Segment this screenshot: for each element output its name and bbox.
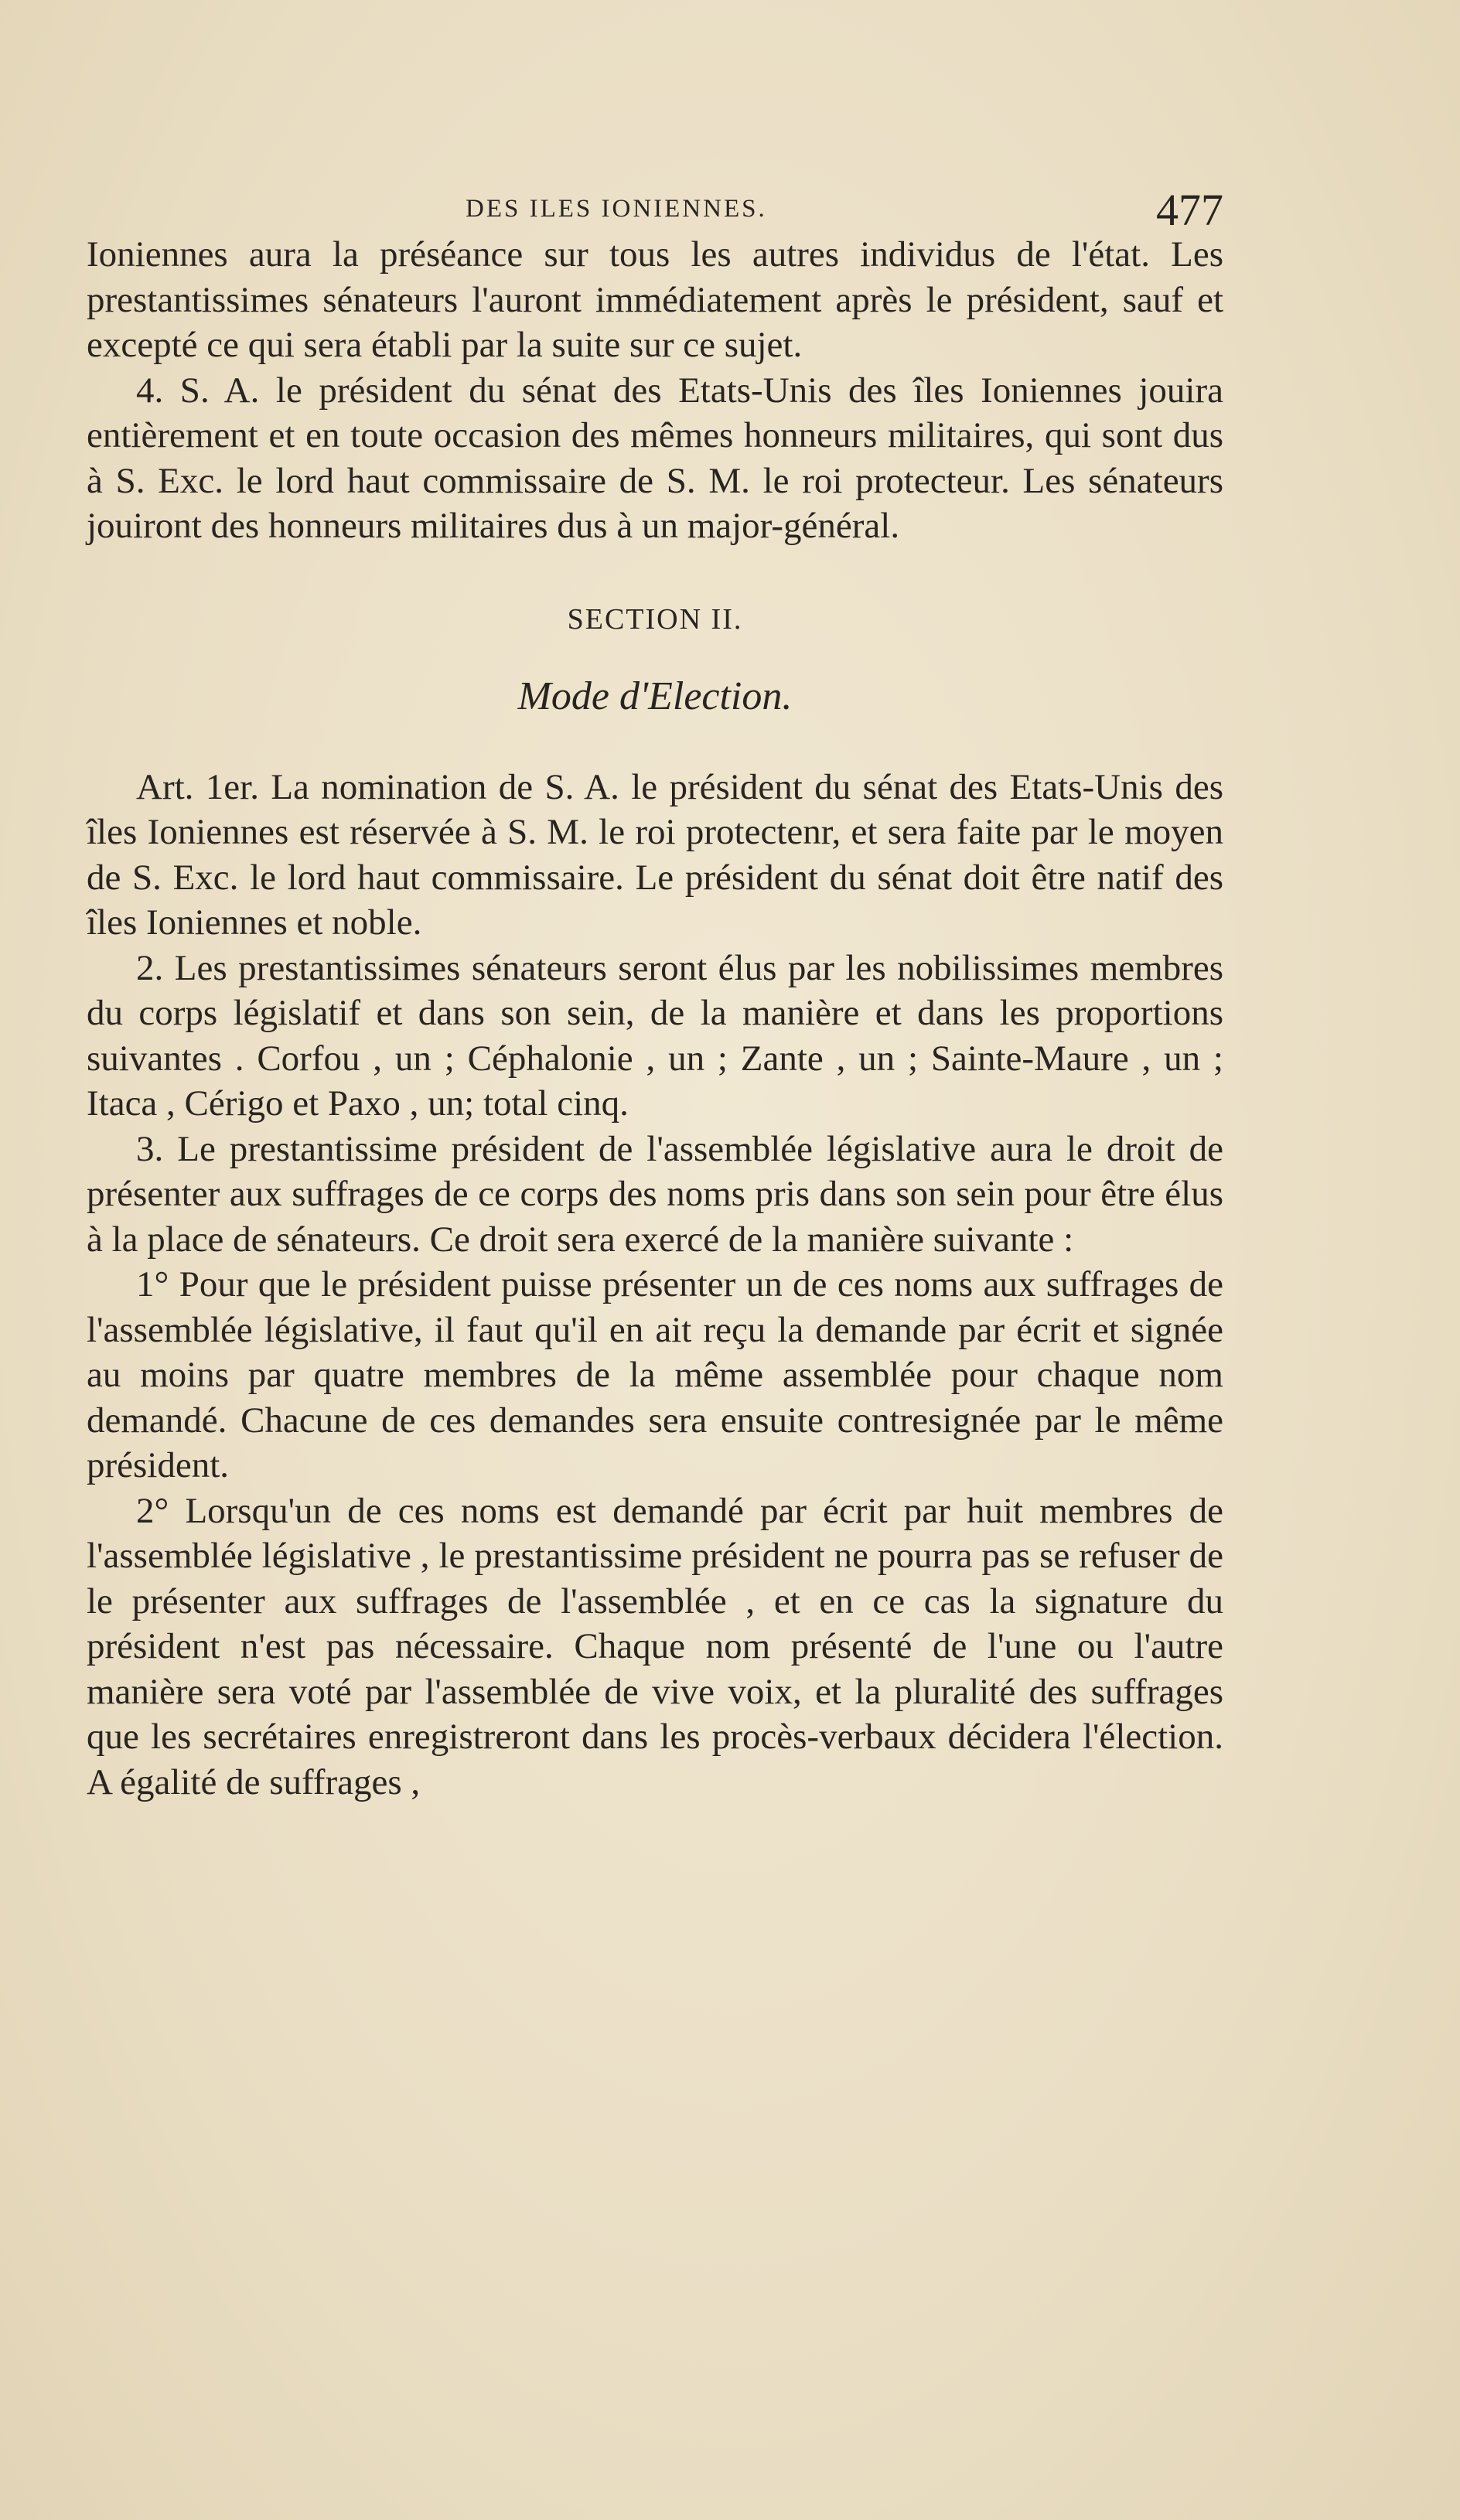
paragraph-clause-1: 1° Pour que le président puisse présenter un de ces noms aux suffrages de l'assemblée législative, il faut qu'il en ait reçu la demande par écrit et signée au moins par quatre membres de la même assemblée pour chaque nom demandé. Chacune de ces demandes sera ensuite contresignée par le même président. [87, 1264, 1223, 1485]
page-number: 477 [1156, 185, 1223, 235]
running-head: DES ILES IONIENNES. [466, 195, 767, 223]
section-subtitle: Mode d'Election. [517, 674, 793, 718]
paragraph-article-2: 2. Les prestantissimes sénateurs seront élus par les nobilissimes membres du corps législatif et dans son sein, de la manière et dans les proportions suivantes . Corfou , un ; Céphalonie , un ; Zante , un ; Sainte-Maure , un ; Itaca , Cérigo et Paxo , un; total cinq. [87, 947, 1223, 1124]
paragraph-clause-2: 2° Lorsqu'un de ces noms est demandé par écrit par huit membres de l'assemblée législative , le prestantissime président ne pourra pas se refuser de le présenter aux suffrages de l'assemblée , et en ce cas la signature du président n'est pas nécessaire. Chaque nom présenté de l'une ou l'autre manière sera voté par l'assemblée de vive voix, et la pluralité des suffrages que les secrétaires enregistreront dans les procès-verbaux décidera l'élection. A égalité de suffrages , [87, 1490, 1223, 1802]
paragraph-continuation: Ioniennes aura la préséance sur tous les autres individus de l'état. Les prestantissimes sénateurs l'auront immédiatement après le président, sauf et excepté ce qui sera établi par la suite sur ce sujet. [87, 234, 1223, 365]
section-heading: SECTION II. [567, 602, 743, 636]
paragraph-article-1: Art. 1er. La nomination de S. A. le président du sénat des Etats-Unis des îles Ioniennes est réservée à S. M. le roi protectenr, et sera faite par le moyen de S. Exc. le lord haut commissaire. Le président du sénat doit être natif des îles Ioniennes et noble. [87, 766, 1223, 943]
paragraph-article-4: 4. S. A. le président du sénat des Etats-Unis des îles Ioniennes jouira entièrement et en toute occasion des mêmes honneurs militaires, qui sont dus à S. Exc. le lord haut commissaire de S. M. le roi protecteur. Les sénateurs jouiront des honneurs militaires dus à un major-général. [87, 370, 1223, 546]
body-text [87, 232, 1223, 1805]
paragraph-article-3: 3. Le prestantissime président de l'assemblée législative aura le droit de présenter aux suffrages de ce corps des noms pris dans son sein pour être élus à la place de sénateurs. Ce droit sera exercé de la manière suivante : [87, 1128, 1223, 1260]
